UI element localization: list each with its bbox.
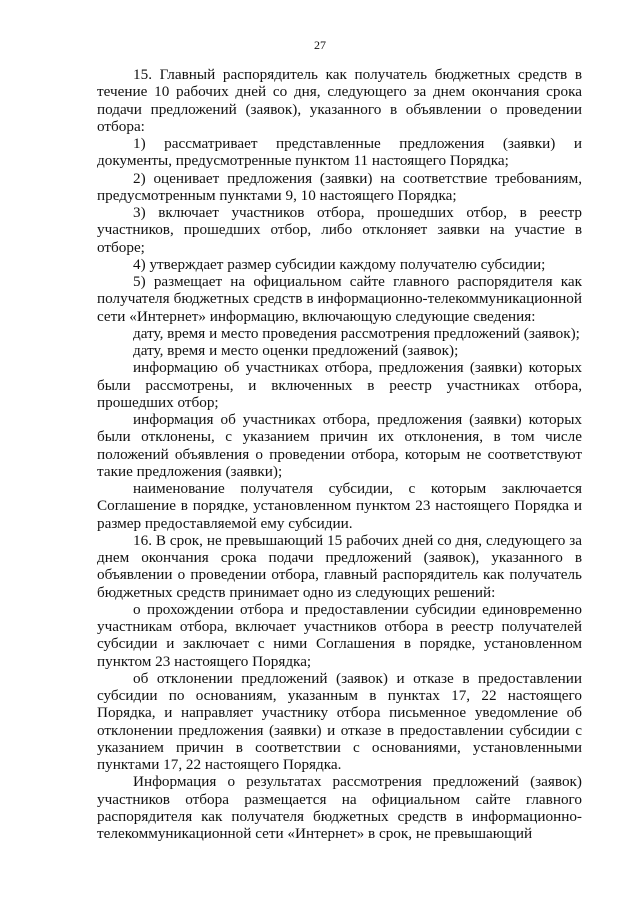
paragraph-results-publication: Информация о результатах рассмотрения предложений (заявок) участников отбора размещается на официальном сайте главного распорядителя как получателя бюджетных средств в информационно-телекоммуникационной сети «Интернет» в срок, не превышающий [97, 773, 582, 842]
paragraph-info-subsidy-recipient: наименование получателя субсидии, с которым заключается Соглашение в порядке, установленном пунктом 23 настоящего Порядка и размер предоставляемой ему субсидии. [97, 480, 582, 532]
paragraph-15-item-5: 5) размещает на официальном сайте главного распорядителя как получателя бюджетных средств в информационно-телекоммуникационной сети «Интернет» информацию, включающую следующие сведения: [97, 273, 582, 325]
paragraph-15-item-4: 4) утверждает размер субсидии каждому получателю субсидии; [133, 255, 546, 273]
paragraph-15-item-3: 3) включает участников отбора, прошедших отбор, в реестр участников, прошедших отбор, либо отклоняет заявки на участие в отборе; [97, 204, 582, 256]
paragraph-info-review-date: дату, время и место проведения рассмотрения предложений (заявок); [133, 324, 580, 342]
paragraph-info-rejected-participants: информация об участниках отбора, предложения (заявки) которых были отклонены, с указанием причин их отклонения, в том числе положений объявления о проведении отбора, которым не соответствуют такие предложения (заявки); [97, 411, 582, 480]
paragraph-16-rejection: об отклонении предложений (заявок) и отказе в предоставлении субсидии по основаниям, указанным в пунктах 17, 22 настоящего Порядка, и направляет участнику отбора письменное уведомление об отклонении предложения (заявки) и отказе в предоставлении субсидии с указанием причин в соответствии с основаниями, установленными пунктами 17, 22 настоящего Порядка. [97, 669, 582, 773]
paragraph-info-evaluation-date: дату, время и место оценки предложений (заявок); [133, 342, 459, 359]
page-number: 27 [314, 38, 326, 52]
paragraph-15-item-1: 1) рассматривает представленные предложения (заявки) и документы, предусмотренные пунктом 11 настоящего Порядка; [97, 135, 582, 170]
paragraph-15-intro: 15. Главный распорядитель как получатель бюджетных средств в течение 10 рабочих дней со дня, следующего за днем окончания срока подачи предложений (заявок), указанного в объявлении о проведении отбора: [97, 66, 582, 135]
paragraph-info-reviewed-participants: информацию об участниках отбора, предложения (заявки) которых были рассмотрены, и включенных в реестр участниках отбора, прошедших отбор; [97, 359, 582, 411]
document-body [97, 66, 582, 842]
paragraph-16-intro: 16. В срок, не превышающий 15 рабочих дней со дня, следующего за днем окончания срока подачи предложений (заявок), указанного в объявлении о проведении отбора, главный распорядитель как получатель бюджетных средств принимает одно из следующих решений: [97, 531, 582, 601]
paragraph-16-approval: о прохождении отбора и предоставлении субсидии единовременно участникам отбора, включает участников отбора в реестр получателей субсидии и заключает с ними Соглашения в порядке, установленном пунктом 23 настоящего Порядка; [97, 600, 582, 670]
paragraph-15-item-2: 2) оценивает предложения (заявки) на соответствие требованиям, предусмотренным пунктами 9, 10 настоящего Порядка; [97, 169, 582, 204]
